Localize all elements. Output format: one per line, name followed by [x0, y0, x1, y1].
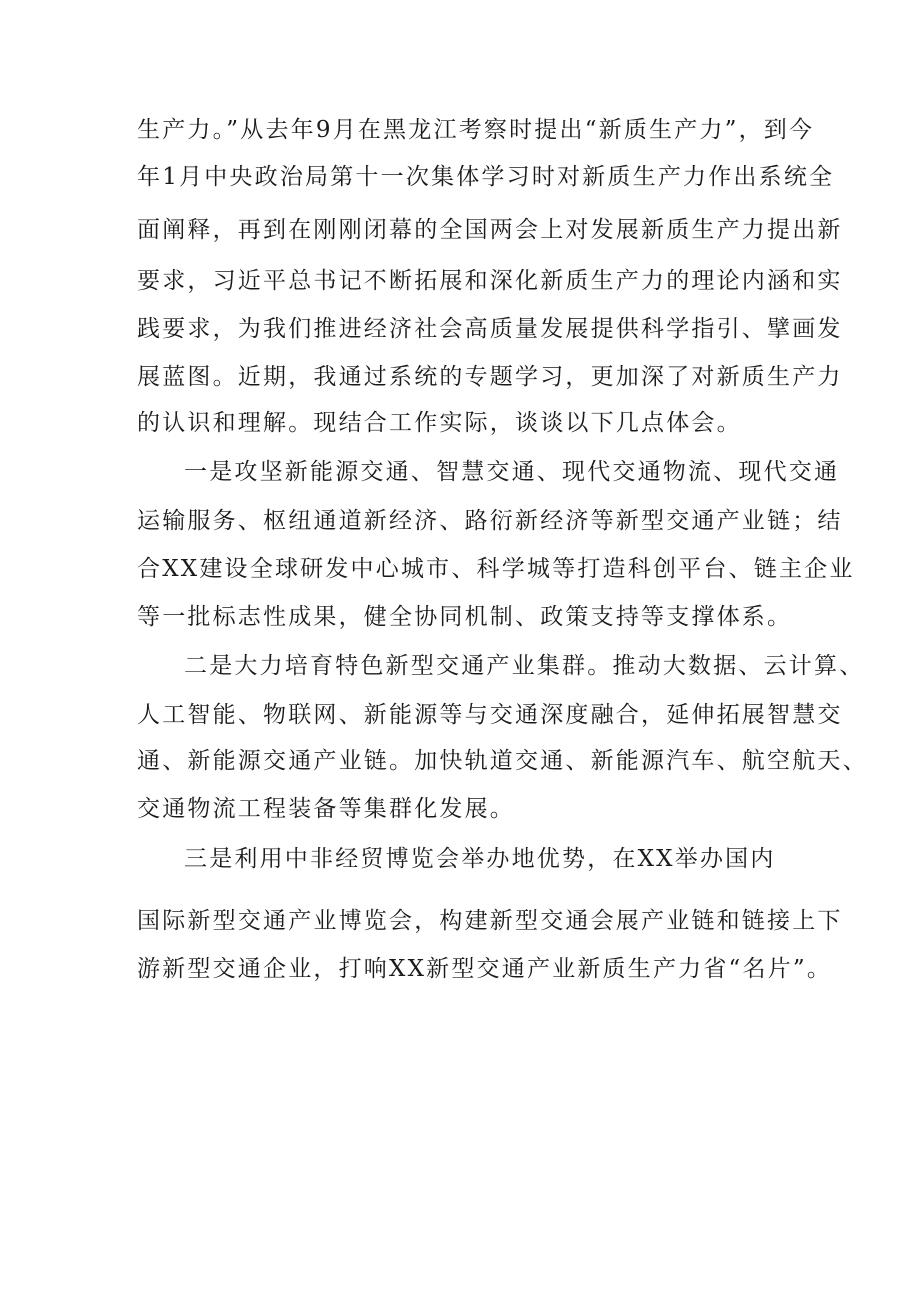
text-line: 合XX建设全球研发中心城市、科学城等打造科创平台、链主企业 [137, 556, 855, 582]
text-line: 要求，习近平总书记不断拓展和深化新质生产力的理论内涵和实 [137, 268, 843, 294]
text-line: 年1月中央政治局第十一次集体学习时对新质生产力作出系统全 [137, 164, 835, 190]
paragraph-1-first-line: 一是攻坚新能源交通、智慧交通、现代交通物流、现代交通 [184, 459, 840, 485]
text-line: 游新型交通企业，打响XX新型交通产业新质生产力省“名片”。 [137, 956, 833, 982]
text-line: 展蓝图。近期，我通过系统的专题学习，更加深了对新质生产力 [137, 364, 843, 390]
text-line: 交通物流工程装备等集群化发展。 [137, 796, 515, 822]
text-line: 通、新能源交通产业链。加快轨道交通、新能源汽车、航空航天、 [137, 748, 868, 774]
text-line: 运输服务、枢纽通道新经济、路衍新经济等新型交通产业链；结 [137, 508, 843, 534]
text-line: 面阐释，再到在刚刚闭幕的全国两会上对发展新质生产力提出新 [137, 217, 843, 243]
text-line: 国际新型交通产业博览会，构建新型交通会展产业链和链接上下 [137, 908, 843, 934]
text-line: 生产力。”从去年9月在黑龙江考察时提出“新质生产力”，到今 [137, 117, 815, 143]
text-line: 的认识和理解。现结合工作实际，谈谈以下几点体会。 [137, 410, 742, 436]
text-line: 等一批标志性成果，健全协同机制、政策支持等支撑体系。 [137, 604, 793, 630]
text-line: 践要求，为我们推进经济社会高质量发展提供科学指引、擘画发 [137, 316, 843, 342]
paragraph-2-first-line: 二是大力培育特色新型交通产业集群。推动大数据、云计算、 [184, 653, 865, 679]
paragraph-3-first-line: 三是利用中非经贸博览会举办地优势，在XX举办国内 [184, 846, 776, 872]
text-line: 人工智能、物联网、新能源等与交通深度融合，延伸拓展智慧交 [137, 702, 843, 728]
